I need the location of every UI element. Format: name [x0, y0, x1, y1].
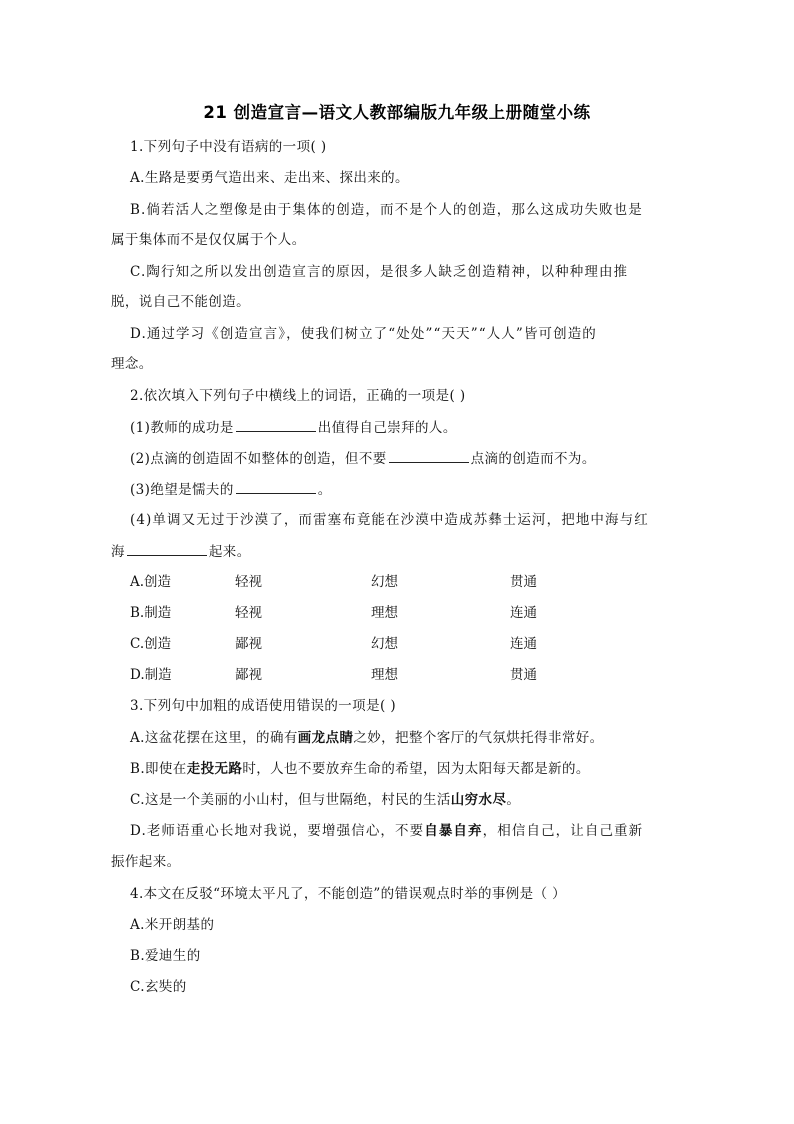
fill-blank [236, 417, 316, 432]
q1-stem: 1.下列句子中没有语病的一项( ) [130, 139, 327, 155]
q3-d-idiom: 自暴自弃 [424, 823, 483, 839]
q3-c-pre: C.这是一个美丽的小山村，但与世隔绝，村民的生活 [130, 792, 451, 808]
q3-c-idiom: 山穷水尽 [450, 792, 507, 808]
q1-option-d: D.通过学习《创造宣言》，使我们树立了“处处”“天天”“人人”皆可创造的 [130, 326, 597, 342]
q2-option-cell: 轻视 [235, 574, 262, 590]
q2-option-a [130, 572, 630, 592]
q3-b-idiom: 走投无路 [186, 761, 243, 777]
q3-a-pre: A.这盆花摆在这里，的确有 [130, 730, 298, 746]
q2-s4-text-b: 海 [111, 544, 125, 560]
q2-option-c [130, 634, 630, 654]
q4-option-a: A.米开朗基的 [130, 917, 215, 933]
q2-option-cell: C.创造 [130, 636, 172, 652]
q2-option-cell: 理想 [371, 667, 398, 683]
q3-b-post: 时，人也不要放弃生命的希望，因为太阳每天都是新的。 [242, 761, 590, 777]
q1-option-c: C.陶行知之所以发出创造宣言的原因，是很多人缺乏创造精神，以种种理由推 [130, 264, 629, 280]
q2-option-cell: 理想 [371, 605, 398, 621]
q2-option-cell: 贯通 [510, 667, 537, 683]
q3-option-d-cont: 振作起来。 [111, 854, 181, 870]
fill-blank [127, 541, 207, 556]
q1-option-d-cont: 理念。 [111, 356, 153, 372]
q1-option-a: A.生路是要勇气造出来、走出来、探出来的。 [130, 170, 409, 186]
q3-d-post: ，相信自己，让自己重新 [482, 823, 644, 839]
q2-option-cell: 连通 [510, 636, 537, 652]
q2-option-cell: D.制造 [130, 667, 172, 683]
q3-option-b [130, 759, 590, 779]
q2-option-b [130, 603, 630, 623]
q2-s1-text-a: (1)教师的成功是 [130, 420, 234, 436]
q3-option-d [130, 821, 643, 841]
q2-sentence-2 [130, 448, 596, 469]
q4-option-b: B.爱迪生的 [130, 948, 201, 964]
q2-s2-text-a: (2)点滴的创造固不如整体的创造，但不要 [130, 451, 387, 467]
q1-option-b: B.倘若活人之塑像是由于集体的创造，而不是个人的创造，那么这成功失败也是 [130, 202, 643, 218]
q2-s4-text-c: 起来。 [208, 544, 251, 560]
q1-option-c-cont: 脱，说自己不能创造。 [111, 294, 250, 310]
q2-option-d [130, 665, 630, 685]
q2-option-cell: 幻想 [371, 574, 398, 590]
q2-option-cell: 鄙视 [235, 667, 262, 683]
q1-option-b-cont: 属于集体而不是仅仅属于个人。 [111, 232, 306, 248]
q2-option-cell: B.制造 [130, 605, 172, 621]
q2-option-cell: 幻想 [371, 636, 398, 652]
q4-stem: 4.本文在反驳“环境太平凡了，不能创造”的错误观点时举的事例是（ ） [130, 886, 567, 902]
fill-blank [236, 479, 316, 494]
q2-s1-text-b: 出值得自己崇拜的人。 [317, 420, 457, 436]
q2-sentence-1 [130, 417, 457, 438]
q2-stem: 2.依次填入下列句子中横线上的词语，正确的一项是( ) [130, 388, 466, 404]
q2-s2-text-b: 点滴的创造而不为。 [470, 451, 596, 467]
q2-option-cell: 贯通 [510, 574, 537, 590]
q2-sentence-4: (4)单调又无过于沙漠了，而雷塞布竟能在沙漠中造成苏彝士运河，把地中海与红 [130, 512, 649, 528]
q2-s3-text-a: (3)绝望是懦夫的 [130, 482, 234, 498]
q2-option-cell: A.创造 [130, 574, 172, 590]
q3-a-post: 之妙，把整个客厅的气氛烘托得非常好。 [353, 730, 604, 746]
q3-a-idiom: 画龙点睛 [297, 730, 354, 746]
q3-d-pre: D.老师语重心长地对我说，要增强信心，不要 [130, 823, 425, 839]
q2-option-cell: 连通 [510, 605, 537, 621]
q3-option-c [130, 790, 520, 810]
q2-s3-text-b: 。 [317, 482, 332, 498]
q4-option-c: C.玄奘的 [130, 979, 187, 995]
q3-b-pre: B.即使在 [130, 761, 187, 777]
q3-stem: 3.下列句中加粗的成语使用错误的一项是( ) [130, 698, 397, 714]
q3-option-a [130, 728, 604, 748]
fill-blank [389, 448, 469, 463]
q2-sentence-4-cont [111, 541, 251, 562]
q2-sentence-3 [130, 479, 332, 500]
q2-option-cell: 鄙视 [235, 636, 262, 652]
q3-c-post: 。 [506, 792, 521, 808]
q2-option-cell: 轻视 [235, 605, 262, 621]
page-title: 21 创造宣言—语文人教部编版九年级上册随堂小练 [203, 103, 591, 122]
